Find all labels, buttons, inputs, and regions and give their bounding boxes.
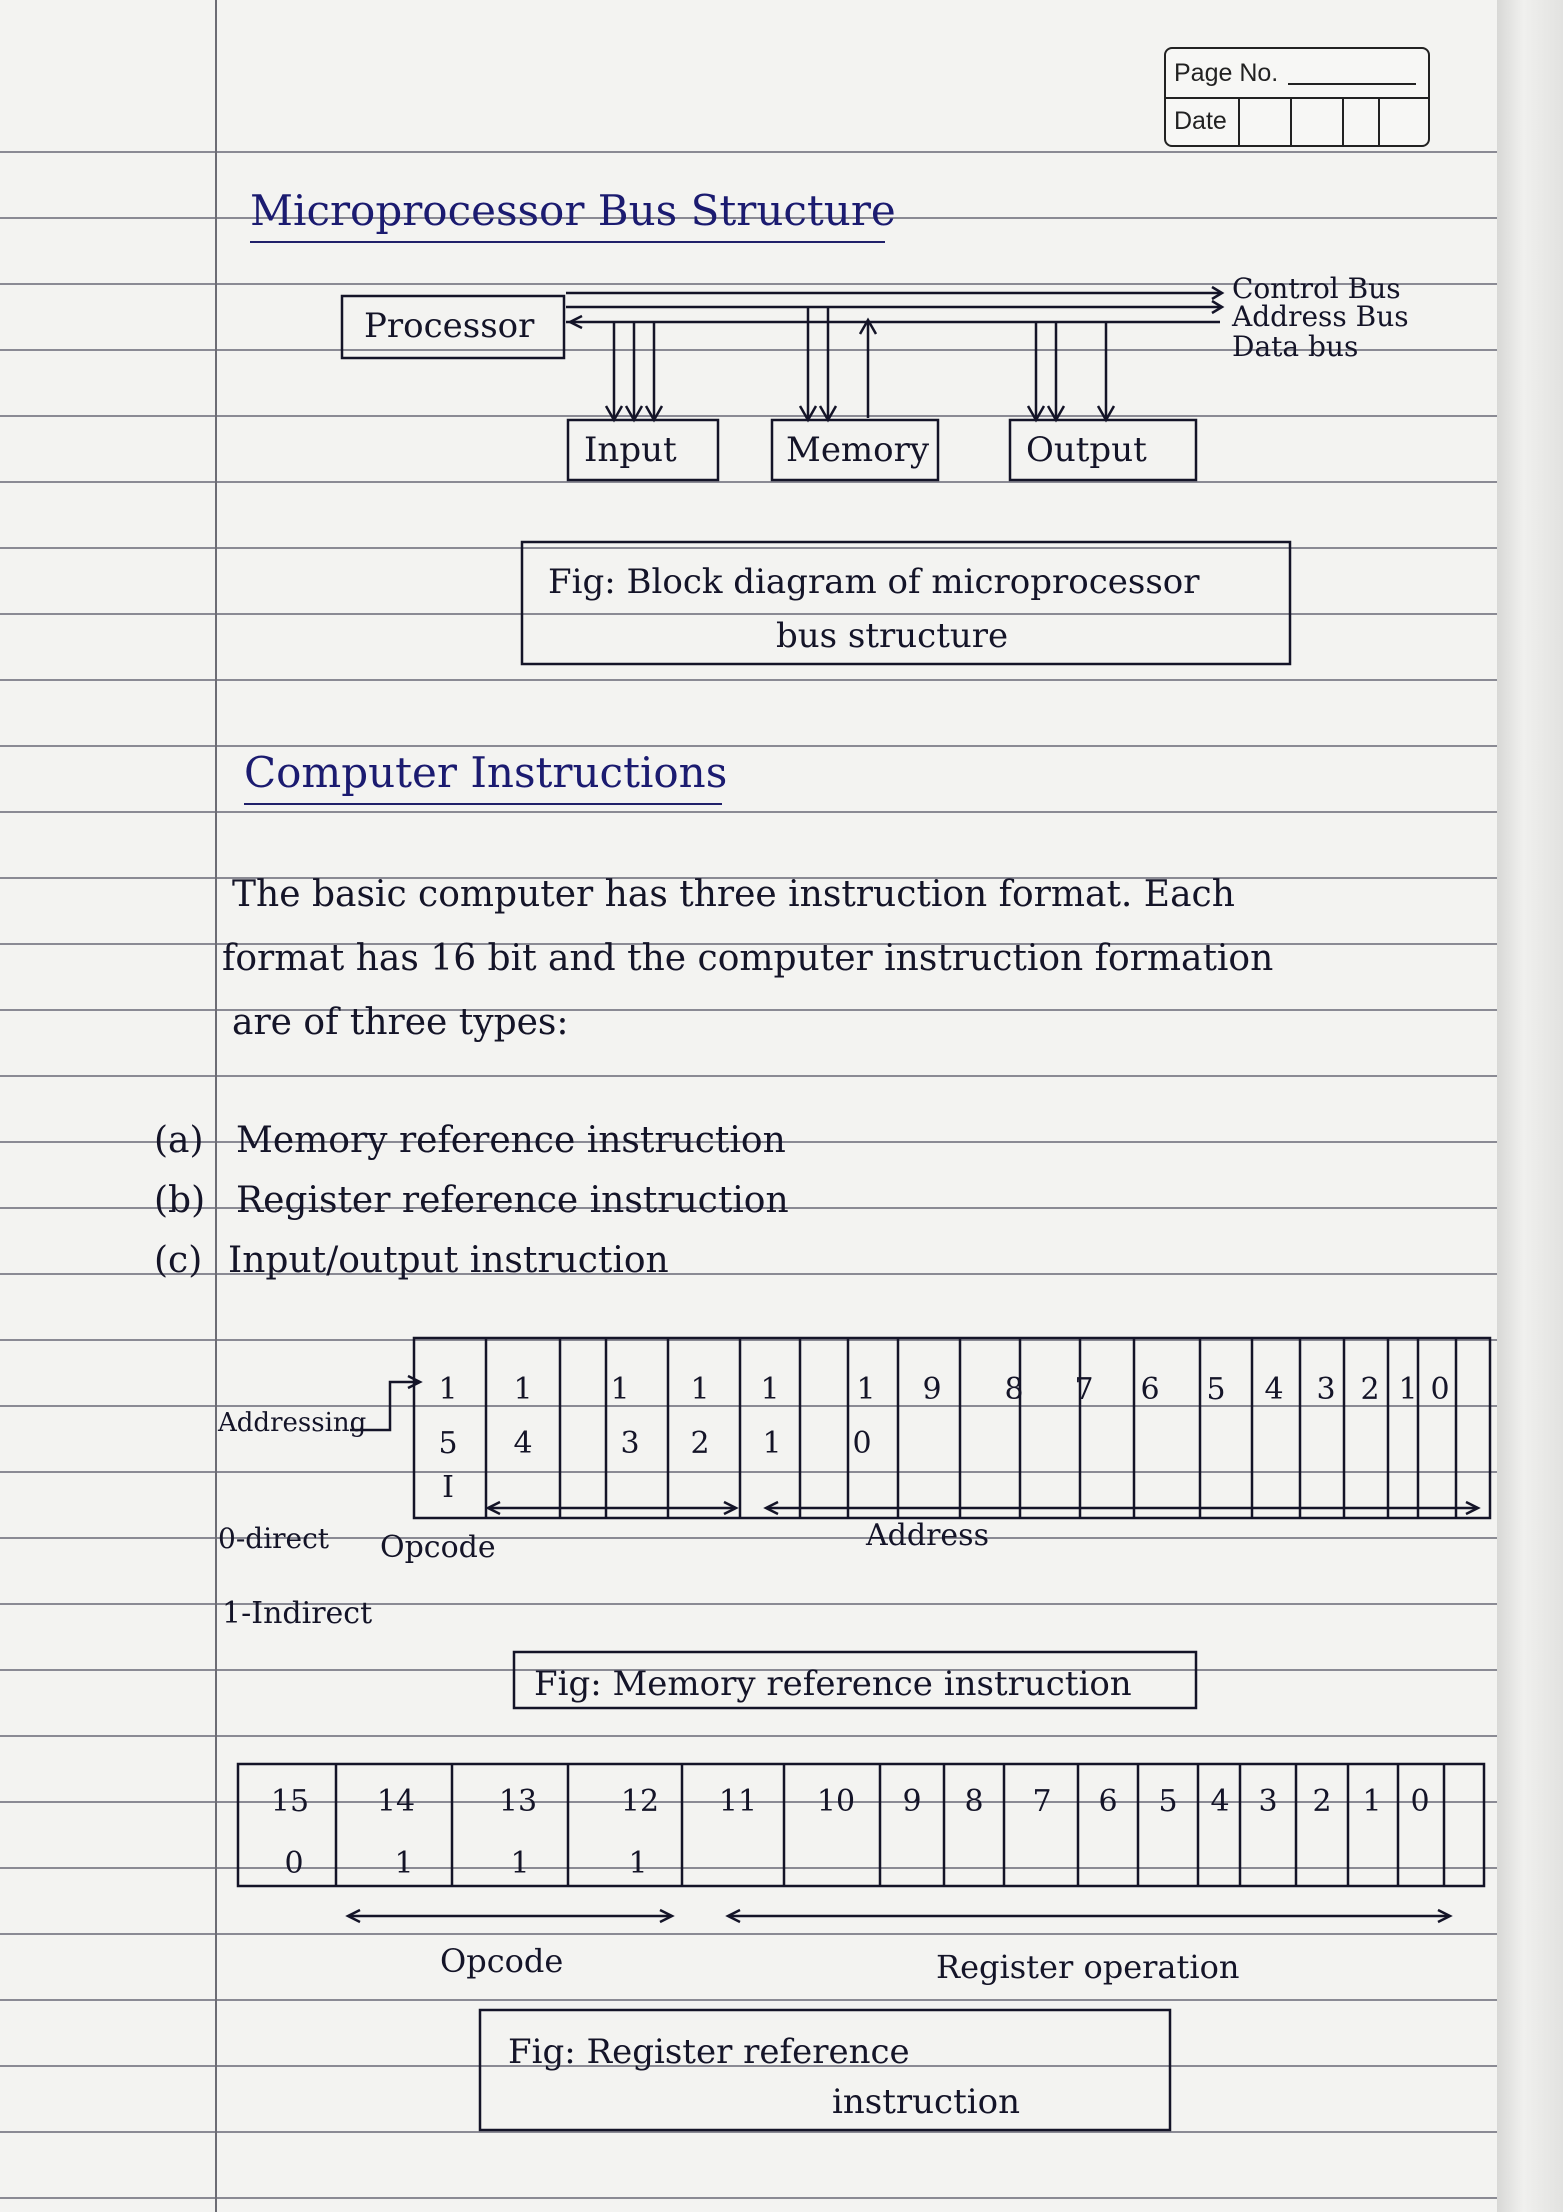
reg-bit-0: 0 bbox=[1410, 1784, 1430, 1819]
list-marker-b: (b) bbox=[154, 1180, 206, 1221]
fig2-caption: Fig: Memory reference instruction bbox=[534, 1664, 1132, 1704]
fig3-caption-line2: instruction bbox=[832, 2082, 1020, 2122]
addressing-label: Addressing bbox=[218, 1408, 367, 1438]
list-item-b: Register reference instruction bbox=[236, 1180, 789, 1221]
fig1-caption-line2: bus structure bbox=[776, 616, 1009, 656]
address-label: Address bbox=[866, 1518, 989, 1553]
processor-label: Processor bbox=[364, 306, 535, 346]
reg-bit-15: 15 bbox=[270, 1784, 310, 1819]
paragraph-line-1: The basic computer has three instruction format. Each bbox=[232, 874, 1235, 915]
reg-bit-3: 3 bbox=[1258, 1784, 1278, 1819]
reg-bit-7: 7 bbox=[1032, 1784, 1052, 1819]
date-label: Date bbox=[1174, 107, 1227, 135]
bit-top-3: 3 bbox=[1316, 1372, 1336, 1407]
bit-bottom-10: 0 bbox=[852, 1426, 872, 1461]
register-operation-label: Register operation bbox=[936, 1948, 1240, 1986]
paragraph-line-2: format has 16 bit and the computer instruction formation bbox=[222, 938, 1274, 979]
bit-bottom-13: 3 bbox=[620, 1426, 640, 1461]
section-title-bus-structure: Microprocessor Bus Structure bbox=[250, 186, 896, 235]
input-label: Input bbox=[584, 430, 677, 470]
bit-top-12: 1 bbox=[690, 1372, 710, 1407]
memory-label: Memory bbox=[786, 430, 930, 470]
bit-top-8: 8 bbox=[1004, 1372, 1024, 1407]
reg-bit-12: 12 bbox=[620, 1784, 660, 1819]
reg-bit-2: 2 bbox=[1312, 1784, 1332, 1819]
bit-bottom-14: 4 bbox=[513, 1426, 533, 1461]
bit-top-5: 5 bbox=[1206, 1372, 1226, 1407]
list-marker-c: (c) bbox=[154, 1240, 203, 1281]
bit-bottom-15: 5 bbox=[438, 1426, 458, 1461]
list-item-a: Memory reference instruction bbox=[236, 1120, 786, 1161]
reg-bit-14: 14 bbox=[376, 1784, 416, 1819]
output-label: Output bbox=[1026, 430, 1147, 470]
bit-top-9: 9 bbox=[922, 1372, 942, 1407]
reg-bit-11: 11 bbox=[718, 1784, 758, 1819]
reg-value-13: 1 bbox=[510, 1846, 530, 1881]
bit-top-6: 6 bbox=[1140, 1372, 1160, 1407]
control-bus-label: Control Bus bbox=[1232, 272, 1401, 305]
reg-value-15: 0 bbox=[284, 1846, 304, 1881]
reg-bit-6: 6 bbox=[1098, 1784, 1118, 1819]
reg-bit-5: 5 bbox=[1158, 1784, 1178, 1819]
bit-top-7: 7 bbox=[1074, 1372, 1094, 1407]
data-bus-label: Data bus bbox=[1232, 330, 1359, 363]
page-no-label: Page No. bbox=[1174, 59, 1279, 87]
fig1-caption-line1: Fig: Block diagram of microprocessor bbox=[548, 562, 1200, 602]
fig3-caption-line1: Fig: Register reference bbox=[508, 2032, 910, 2072]
indirect-bit-mark: I bbox=[442, 1470, 454, 1505]
reg-value-14: 1 bbox=[394, 1846, 414, 1881]
reg-opcode-label: Opcode bbox=[440, 1942, 564, 1980]
bit-top-4: 4 bbox=[1264, 1372, 1284, 1407]
list-marker-a: (a) bbox=[154, 1120, 204, 1161]
bit-top-14: 1 bbox=[513, 1372, 533, 1407]
reg-bit-4: 4 bbox=[1210, 1784, 1230, 1819]
bit-bottom-12: 2 bbox=[690, 1426, 710, 1461]
bit-top-10: 1 bbox=[856, 1372, 876, 1407]
reg-bit-9: 9 bbox=[902, 1784, 922, 1819]
direct-label: 0-direct bbox=[218, 1522, 330, 1555]
indirect-label: 1-Indirect bbox=[222, 1596, 373, 1631]
bit-top-2: 2 bbox=[1360, 1372, 1380, 1407]
bit-top-0: 0 bbox=[1430, 1372, 1450, 1407]
reg-bit-1: 1 bbox=[1362, 1784, 1382, 1819]
bit-top-13: 1 bbox=[610, 1372, 630, 1407]
address-bus-label: Address Bus bbox=[1232, 300, 1409, 333]
bit-top-15: 1 bbox=[438, 1372, 458, 1407]
reg-bit-13: 13 bbox=[498, 1784, 538, 1819]
opcode-label: Opcode bbox=[380, 1530, 496, 1565]
paragraph-line-3: are of three types: bbox=[232, 1002, 569, 1043]
bit-bottom-11: 1 bbox=[762, 1426, 782, 1461]
bit-top-11: 1 bbox=[760, 1372, 780, 1407]
reg-value-12: 1 bbox=[628, 1846, 648, 1881]
reg-bit-8: 8 bbox=[964, 1784, 984, 1819]
reg-bit-10: 10 bbox=[816, 1784, 856, 1819]
bit-top-1: 1 bbox=[1398, 1372, 1418, 1407]
section-title-computer-instructions: Computer Instructions bbox=[244, 748, 728, 797]
list-item-c: Input/output instruction bbox=[228, 1240, 669, 1281]
